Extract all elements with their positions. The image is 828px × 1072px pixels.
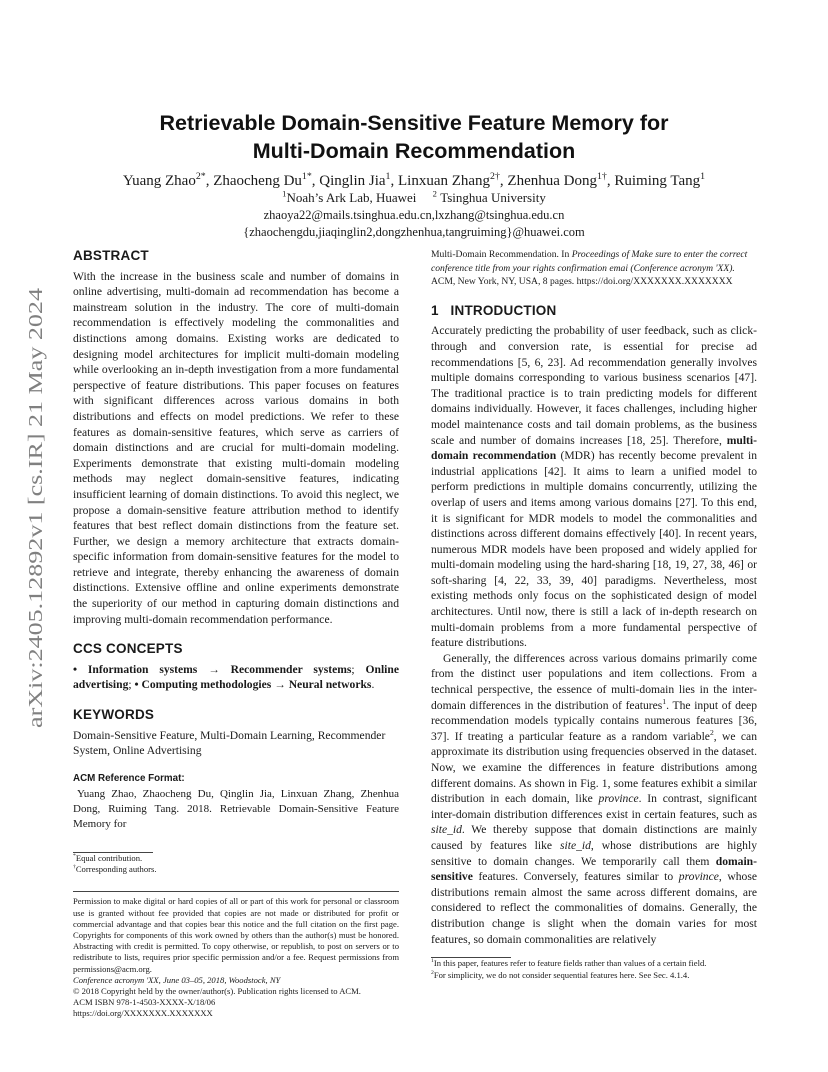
intro-text: . We thereby suppose that domain distinctions are mainly caused by features like	[431, 823, 757, 852]
introduction-heading: 1 INTRODUCTION	[431, 302, 557, 318]
ccs-sep: ;	[128, 678, 135, 692]
feature-name: site_id	[431, 823, 462, 837]
footnote-text: Corresponding authors.	[75, 864, 157, 875]
affiliation-mark: 1	[282, 188, 287, 199]
intro-bold-term: multi-domain recommendation	[431, 433, 757, 463]
feature-name: province	[598, 792, 639, 806]
conference-line: Conference acronym 'XX, June 03–05, 2018, Woodstock, NY	[73, 974, 281, 985]
author-name: Qinglin Jia	[319, 173, 386, 189]
title-line-2: Multi-Domain Recommendation	[252, 139, 576, 163]
footnote-mark: †	[73, 864, 76, 871]
ccs-term: Online advertising	[73, 662, 400, 692]
footnote-ref: 2	[709, 727, 714, 737]
intro-text: , whose distributions are highly sensitive to domain changes. We temporarily call them	[431, 838, 757, 868]
author-name: Yuang Zhao	[122, 173, 196, 189]
intro-text: Generally, the differences across various domains primarily come from the distinct user populations and item collections. From a technical perspective, the essence of multi-domain lies in the inter-domain differences in the distribution of features	[431, 651, 757, 712]
title-line-1: Retrievable Domain-Sensitive Feature Memory for	[159, 111, 669, 135]
ccs-arrow: →	[197, 662, 231, 676]
keywords-text: Domain-Sensitive Feature, Multi-Domain Learning, Recommender System, Online Advertising	[73, 728, 386, 758]
intro-text: , we can approximate its distribution using frequencies observed in the dataset. Now, we examine the differences in feature distributions among different domains. As shown in Fig. 1, some features exhibit a similar distribution in each domain, like	[431, 729, 757, 806]
email-line: {zhaochengdu,jiaqinglin2,dongzhenhua,tangruiming}@huawei.com	[243, 224, 585, 239]
footnote-mark: *	[73, 853, 76, 860]
author-mark: 1*	[301, 171, 312, 182]
ccs-concepts	[73, 662, 399, 693]
author-mark: 2*	[195, 171, 206, 182]
ccs-sep: ;	[351, 662, 366, 676]
acm-ref-proceedings: Proceedings of Make sure to enter the correct conference title from your rights confirmation emai (Conference acronym 'XX).	[431, 249, 748, 274]
author-mark: 2†	[490, 171, 500, 182]
feature-name: province	[678, 870, 719, 884]
footnote-item	[431, 970, 757, 982]
affiliation-name: Noah’s Ark Lab, Huawei	[286, 190, 417, 205]
permission-block	[73, 896, 399, 1019]
arxiv-stamp-text: arXiv:2405.12892v1 [cs.IR] 21 May 2024	[25, 381, 47, 728]
author-mark: 1	[385, 171, 391, 182]
acm-reference-continued	[431, 248, 757, 289]
permission-text: Permission to make digital or hard copies of all or part of this work for personal or classroom use is granted without fee provided that copies are not made or distributed for profit or commercial advantage and that copies bear this notice and the full citation on the first page. Copyrights for components of this work owned by others than the author(s) must be honored. Abstracting with credit is permitted. To copy otherwise, or republish, to post on servers or to redistribute to lists, requires prior specific permission and/or a fee. Request permissions from permissions@acm.org.	[73, 896, 399, 974]
copyright-line: © 2018 Copyright held by the owner/author(s). Publication rights licensed to ACM.	[73, 986, 361, 997]
affiliations	[60, 190, 768, 206]
intro-text: Accurately predicting the probability of user feedback, such as click-through and conversion rate, is essential for precise ad recommendations [5, 6, 23]. Ad recommendation generally involves multiple domains corresponding to various business scenarios [47]. The traditional practice is to train predicting models for different domains individually. However, it faces challenges, including higher model maintenance costs and tail domain problems, as the business scale and number of domains increases [18, 25]. Therefore,	[431, 324, 757, 447]
email-block	[60, 207, 768, 240]
isbn-line: ACM ISBN 978-1-4503-XXXX-X/18/06	[73, 997, 216, 1008]
author-name: Zhaocheng Du	[213, 173, 302, 189]
ccs-term: Neural networks	[288, 678, 372, 692]
author-mark: 1	[700, 171, 706, 182]
keywords-heading: KEYWORDS	[73, 707, 155, 723]
affiliation-mark: 2	[432, 188, 437, 199]
feature-name: site_id	[560, 838, 591, 852]
footnote-mark: 1	[431, 958, 434, 965]
ccs-heading: CCS CONCEPTS	[73, 641, 183, 657]
ccs-term: • Information systems	[73, 662, 198, 676]
footnote-item	[73, 864, 399, 875]
intro-text: . The input of deep recommendation models typically contains numerous features [36, 37]. If treating a particular feature as a random variable	[431, 698, 757, 743]
footnote-item	[73, 853, 399, 864]
ccs-arrow: →	[271, 678, 289, 692]
intro-text: features. Conversely, features similar to	[472, 870, 679, 884]
author-name: Linxuan Zhang	[397, 173, 491, 189]
affiliation-name: Tsinghua University	[440, 190, 546, 205]
acm-ref-text: ACM, New York, NY, USA, 8 pages. https://doi.org/XXXXXXX.XXXXXXX	[431, 276, 733, 288]
footnote-text: For simplicity, we do not consider sequential features here. See Sec. 4.1.4.	[433, 969, 690, 980]
intro-text: , whose distributions remain almost the same across different domains, are considered to reflect the commonalities of domains. Generally, the distribution change is slight when the domain varies for most features, so domain commonalities are relatively	[431, 870, 758, 946]
ccs-term: • Computing methodologies	[134, 678, 272, 692]
intro-paragraph-1	[431, 323, 757, 650]
right-column	[431, 248, 757, 981]
acm-reference-text: Yuang Zhao, Zhaocheng Du, Qinglin Jia, Linxuan Zhang, Zhenhua Dong, Ruiming Tang. 2018. Retrievable Domain-Sensitive Feature Memory for	[73, 788, 399, 831]
left-column	[73, 248, 399, 1020]
author-list: Yuang Zhao$^{2*}$, Zhaocheng $Du^{1*}$, Qinglin Jia$^1$, Linxuan Zhang$^{2\dagger}$, Zhenhua Dong$^{1\dagger}$, Ruiming Tang$^1$	[122, 171, 706, 189]
paper-title	[100, 109, 728, 165]
intro-text: (MDR) has recently become prevalent in industrial applications [42]. It aims to learn a unified model to perform predictions in multiple domains concurrently, utilizing the overlap of users and items among various domains [27]. To this end, it is significant for MDR models to model the commonalities and distinctions across different domains effectively [40]. In recent years, numerous MDR models have been proposed and widely applied for multi-domain modeling using the hard-sharing [18, 19, 27, 38, 46] or soft-sharing [4, 22, 33, 39, 40] paradigms. Nevertheless, most existing methods only focus on the sophisticated design of model architectures. Until now, there is still a lack of in-depth research on multi-domain problems from a more fundamental perspective of feature distributions.	[431, 449, 758, 650]
permission-divider	[73, 891, 399, 892]
intro-paragraph-2	[431, 651, 757, 947]
intro-text: . In contrast, significant inter-domain distribution differences exist in certain features, such as	[431, 792, 757, 821]
intro-bold-term: domain-sensitive	[431, 854, 757, 884]
footnote-text: Equal contribution.	[75, 853, 143, 864]
footnote-text: In this paper, features refer to feature fields rather than values of a certain field.	[433, 958, 707, 969]
arxiv-stamp	[20, 288, 50, 728]
email-line: zhaoya22@mails.tsinghua.edu.cn,lxzhang@tsinghua.edu.cn	[263, 208, 565, 222]
abstract-heading: ABSTRACT	[73, 248, 149, 263]
footnote-mark: 2	[431, 969, 434, 976]
footnote-ref: 1	[662, 696, 667, 706]
author-mark: 1†	[596, 171, 607, 182]
acm-ref-text: Multi-Domain Recommendation. In	[431, 249, 572, 260]
author-name: Zhenhua Dong	[507, 173, 597, 189]
doi-link[interactable]: https://doi.org/XXXXXXX.XXXXXXX	[73, 1008, 213, 1019]
abstract-text: With the increase in the business scale and number of domains in online advertising, multi-domain ad recommendation has become a mainstream solution in the industry. The core of multi-domain recommendation is effectively modeling the commonalities and distinctions among domains. Existing works are dedicated to designing model architectures for implicit multi-domain modeling while overlooking an in-depth investigation from a more fundamental perspective of feature distributions. This paper focuses on features with significant differences across various domains in both distributions and effects on model predictions. We refer to these features as domain-sensitive features, which serve as carriers of domain distinctions and are crucial for multi-domain modeling. Experiments demonstrate that existing multi-domain modeling methods may neglect domain-sensitive features, indicating insufficient learning of domain distinctions. To avoid this neglect, we propose a domain-sensitive feature attribution method to identify features that best reflect domain distinctions from the feature set. Further, we design a memory architecture that extracts domain-specific information from domain-sensitive features for the model to retrieve and integrate, thereby enhancing the awareness of domain distinctions. Extensive offline and online experiments demonstrate the superiority of our method in capturing domain distinctions and improving multi-domain recommendation performance.	[73, 269, 399, 626]
footnote-item	[431, 958, 757, 970]
ccs-sep: .	[371, 678, 375, 692]
ccs-term: Recommender systems	[230, 662, 352, 676]
acm-reference-heading: ACM Reference Format:	[73, 772, 185, 784]
author-name: Ruiming Tang	[614, 173, 701, 189]
